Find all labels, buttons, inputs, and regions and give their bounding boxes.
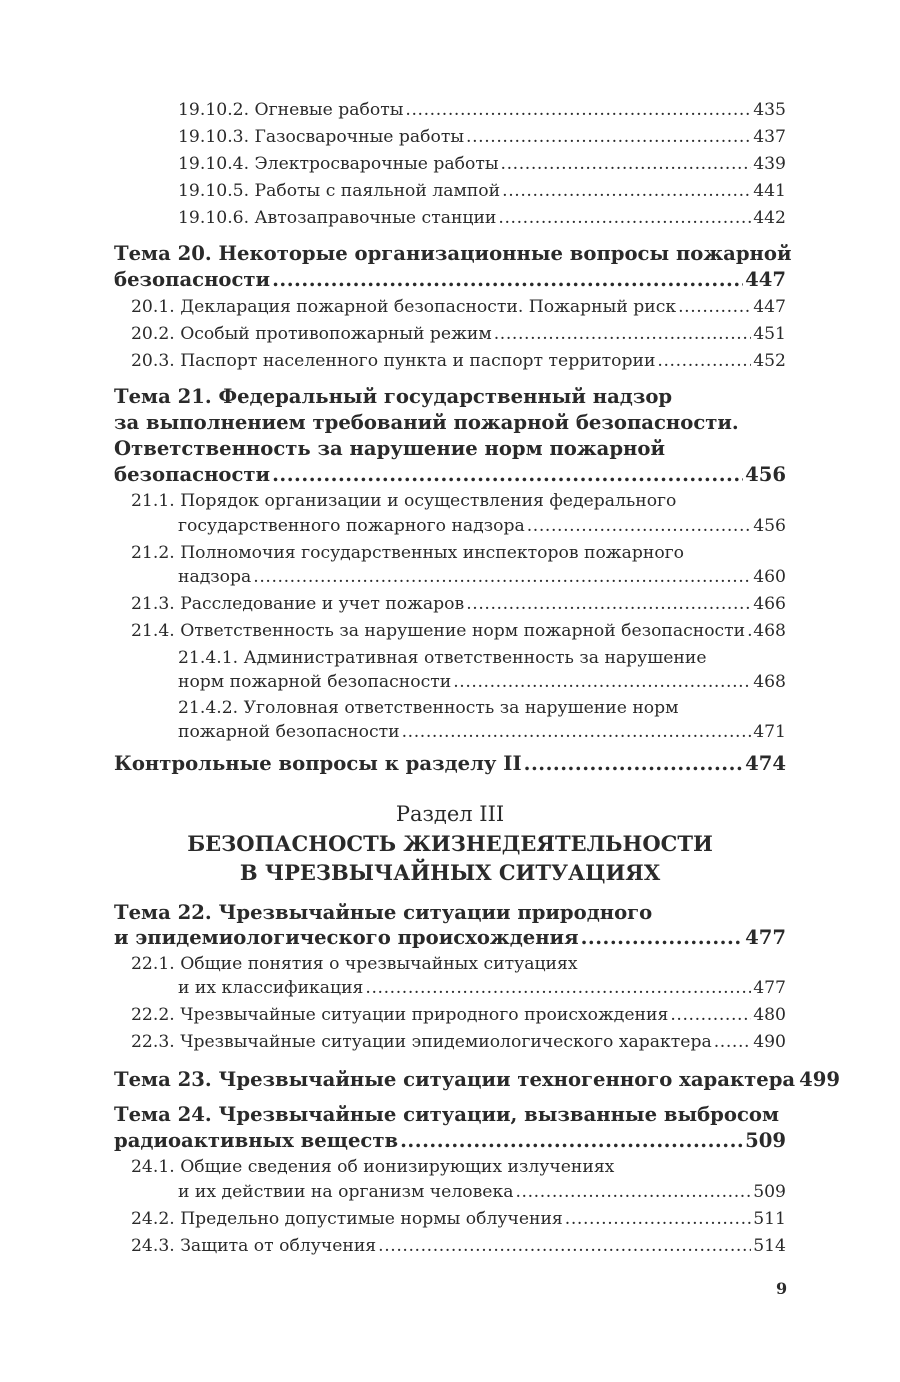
dot-leader	[378, 1236, 751, 1256]
dot-leader	[565, 1209, 751, 1229]
toc-entry-21-4-2[interactable]	[178, 722, 786, 742]
topic-24-title-line: Тема 24. Чрезвычайные ситуации, вызванные выбросом	[114, 1103, 779, 1126]
toc-page-number: 514	[753, 1236, 786, 1256]
dot-leader	[253, 567, 751, 587]
toc-page-number: 474	[745, 752, 786, 775]
toc-page-number: 511	[753, 1209, 786, 1229]
toc-entry-title: и их действии на организм человека	[178, 1182, 514, 1202]
dot-leader	[581, 926, 744, 949]
dot-leader	[498, 208, 751, 228]
toc-entry-title: 19.10.6. Автозаправочные станции	[178, 208, 497, 228]
toc-page-number: 477	[753, 978, 786, 998]
toc-entry-22-1-line: 22.1. Общие понятия о чрезвычайных ситуациях	[131, 954, 578, 974]
toc-page-number: 468	[753, 672, 786, 692]
toc-entry-21-1[interactable]	[178, 516, 786, 536]
dot-leader	[272, 463, 743, 486]
toc-entry-20-3[interactable]	[131, 351, 786, 371]
dot-leader	[670, 1005, 751, 1025]
page-number: 9	[776, 1279, 788, 1298]
toc-page-number: 480	[753, 1005, 786, 1025]
toc-topic-22[interactable]	[114, 926, 786, 949]
dot-leader	[466, 127, 751, 147]
toc-page-number: 447	[745, 268, 786, 291]
toc-entry-title: пожарной безопасности	[178, 722, 400, 742]
dot-leader	[365, 978, 751, 998]
toc-page-number: 451	[753, 324, 786, 344]
toc-entry-24-3[interactable]	[131, 1236, 786, 1256]
toc-entry-title: 21.3. Расследование и учет пожаров	[131, 594, 465, 614]
toc-topic-21[interactable]	[114, 463, 786, 486]
toc-page-number: 460	[753, 567, 786, 587]
toc-entry-21-2[interactable]	[178, 567, 786, 587]
section-title: В ЧРЕЗВЫЧАЙНЫХ СИТУАЦИЯХ	[239, 860, 661, 885]
toc-page-number: 509	[745, 1129, 786, 1152]
toc-entry-21-4-2-line: 21.4.2. Уголовная ответственность за нарушение норм	[178, 698, 679, 718]
topic-21-title-line: Тема 21. Федеральный государственный надзор	[114, 385, 673, 408]
dot-leader	[272, 268, 743, 291]
toc-entry-19-10-5[interactable]	[178, 181, 786, 201]
toc-page-number: 435	[753, 100, 786, 120]
toc-entry-21-2-line: 21.2. Полномочия государственных инспекторов пожарного	[131, 543, 685, 563]
toc-page-number: 447	[753, 297, 786, 317]
dot-leader	[502, 181, 751, 201]
toc-entry-22-2[interactable]	[131, 1005, 786, 1025]
toc-topic-24[interactable]	[114, 1129, 786, 1152]
toc-entry-title: 19.10.4. Электросварочные работы	[178, 154, 499, 174]
dot-leader	[524, 752, 743, 775]
toc-page-number: 439	[753, 154, 786, 174]
dot-leader	[400, 1129, 743, 1152]
toc-page-number: 477	[745, 926, 786, 949]
toc-page-number: 452	[753, 351, 786, 371]
toc-entry-22-1[interactable]	[178, 978, 786, 998]
dot-leader	[402, 722, 752, 742]
toc-entry-title: безопасности	[114, 268, 271, 291]
dot-leader	[714, 1032, 751, 1052]
toc-entry-19-10-4[interactable]	[178, 154, 786, 174]
dot-leader	[501, 154, 752, 174]
toc-page-number: 499	[799, 1068, 841, 1091]
toc-entry-title: 19.10.2. Огневые работы	[178, 100, 404, 120]
toc-entry-24-1-line: 24.1. Общие сведения об ионизирующих излучениях	[131, 1157, 615, 1177]
toc-entry-title: безопасности	[114, 463, 271, 486]
toc-entry-title: надзора	[178, 567, 252, 587]
toc-control-questions[interactable]	[114, 752, 786, 775]
toc-page-number: 490	[753, 1032, 786, 1052]
toc-entry-21-1-line: 21.1. Порядок организации и осуществления федерального	[131, 491, 677, 511]
toc-entry-24-2[interactable]	[131, 1209, 786, 1229]
toc-entry-title: 19.10.3. Газосварочные работы	[178, 127, 465, 147]
toc-entry-title: 19.10.5. Работы с паяльной лампой	[178, 181, 501, 201]
dot-leader	[494, 324, 751, 344]
toc-page-number: 471	[753, 722, 786, 742]
topic-22-title-line: Тема 22. Чрезвычайные ситуации природного	[114, 901, 653, 924]
toc-entry-21-4[interactable]	[131, 621, 786, 641]
toc-topic-23[interactable]	[114, 1068, 841, 1091]
dot-leader	[527, 516, 751, 536]
toc-entry-title: 21.4. Ответственность за нарушение норм пожарной безопасности	[131, 621, 746, 641]
toc-entry-title: государственного пожарного надзора	[178, 516, 525, 536]
toc-entry-title: 20.1. Декларация пожарной безопасности. Пожарный риск	[131, 297, 677, 317]
toc-page-number: 466	[753, 594, 786, 614]
dot-leader	[405, 100, 751, 120]
toc-entry-title: Тема 23. Чрезвычайные ситуации техногенного характера	[114, 1068, 796, 1091]
toc-page-number: 456	[753, 516, 786, 536]
toc-entry-title: 20.3. Паспорт населенного пункта и паспорт территории	[131, 351, 656, 371]
toc-page-number: 509	[753, 1182, 786, 1202]
toc-entry-21-4-1[interactable]	[178, 672, 786, 692]
toc-page-number: 441	[753, 181, 786, 201]
toc-entry-21-4-1-line: 21.4.1. Административная ответственность за нарушение	[178, 648, 707, 668]
section-number: Раздел III	[395, 802, 505, 826]
toc-page-number: 442	[753, 208, 786, 228]
toc-entry-title: и их классификация	[178, 978, 364, 998]
toc-page-number: 437	[753, 127, 786, 147]
dot-leader	[657, 351, 751, 371]
dot-leader	[453, 672, 751, 692]
toc-entry-title: 20.2. Особый противопожарный режим	[131, 324, 492, 344]
dot-leader	[466, 594, 751, 614]
toc-entry-19-10-3[interactable]	[178, 127, 786, 147]
section-title: БЕЗОПАСНОСТЬ ЖИЗНЕДЕЯТЕЛЬНОСТИ	[187, 831, 713, 856]
toc-entry-19-10-6[interactable]	[178, 208, 786, 228]
toc-entry-title: 22.3. Чрезвычайные ситуации эпидемиологического характера	[131, 1032, 712, 1052]
toc-page-number: 468	[753, 621, 786, 641]
topic-21-title-line: за выполнением требований пожарной безопасности.	[114, 411, 739, 434]
toc-entry-24-1[interactable]	[178, 1182, 786, 1202]
topic-21-title-line: Ответственность за нарушение норм пожарной	[114, 437, 665, 460]
toc-entry-title: норм пожарной безопасности	[178, 672, 452, 692]
toc-entry-title: 24.2. Предельно допустимые нормы облучения	[131, 1209, 563, 1229]
toc-entry-20-1[interactable]	[131, 297, 786, 317]
toc-page-number: 456	[745, 463, 786, 486]
toc-entry-title: Контрольные вопросы к разделу II	[114, 752, 522, 775]
dot-leader	[515, 1182, 751, 1202]
toc-entry-21-3[interactable]	[131, 594, 786, 614]
toc-entry-20-2[interactable]	[131, 324, 786, 344]
toc-topic-20[interactable]	[114, 268, 786, 291]
toc-entry-title: 22.2. Чрезвычайные ситуации природного происхождения	[131, 1005, 669, 1025]
toc-entry-title: и эпидемиологического происхождения	[114, 926, 579, 949]
toc-entry-title: 24.3. Защита от облучения	[131, 1236, 377, 1256]
toc-entry-title: радиоактивных веществ	[114, 1129, 399, 1152]
toc-entry-22-3[interactable]	[131, 1032, 786, 1052]
dot-leader	[678, 297, 751, 317]
dot-leader	[747, 621, 751, 641]
toc-entry-19-10-2[interactable]	[178, 100, 786, 120]
topic-20-title-line: Тема 20. Некоторые организационные вопросы пожарной	[114, 242, 792, 265]
